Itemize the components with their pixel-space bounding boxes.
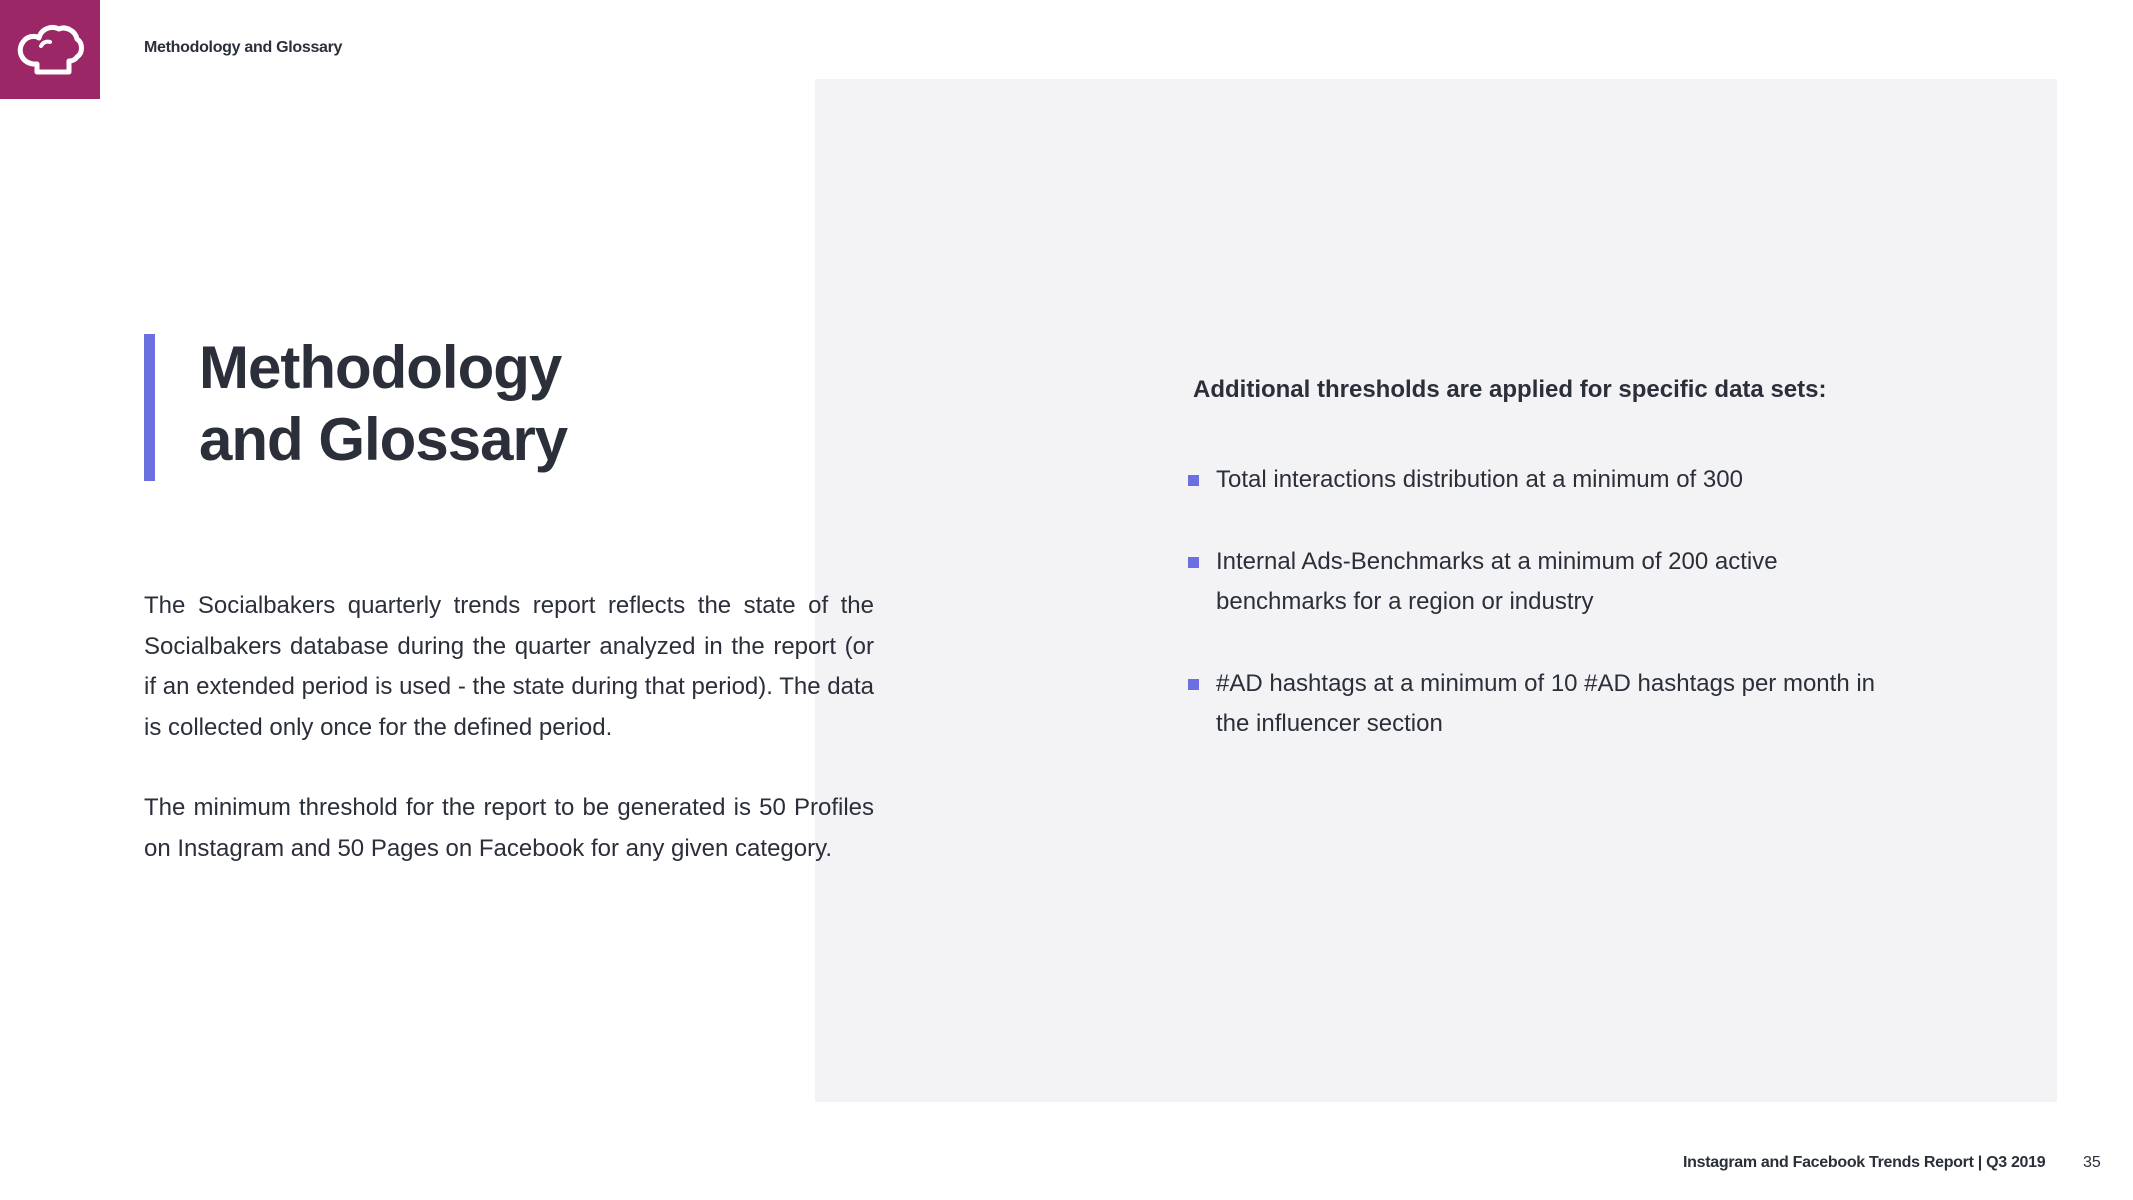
list-item	[1188, 664, 1888, 745]
chef-hat-icon	[15, 20, 85, 80]
body-paragraph-2: The minimum threshold for the report to be generated is 50 Profiles on Instagram and 50 Pages on Facebook for any given category.	[144, 794, 874, 862]
threshold-list	[1188, 460, 1888, 786]
list-item-text: Internal Ads-Benchmarks at a minimum of 200 active benchmarks for a region or industry	[1216, 547, 1778, 615]
page-title-line-1: Methodology	[199, 334, 562, 401]
list-item-text: Total interactions distribution at a minimum of 300	[1216, 466, 1743, 493]
body-paragraph-1: The Socialbakers quarterly trends report reflects the state of the Socialbakers database during the quarter analyzed in the report (or if an extended period is used - the state during that period). The data is collected only once for the defined period.	[144, 592, 874, 741]
list-item	[1188, 460, 1888, 501]
title-accent-bar	[144, 334, 155, 481]
square-bullet-icon	[1188, 557, 1199, 568]
body-copy	[144, 586, 874, 909]
square-bullet-icon	[1188, 679, 1199, 690]
thresholds-heading: Additional thresholds are applied for specific data sets:	[1193, 376, 1827, 403]
list-item	[1188, 542, 1888, 623]
page-title-line-2: and Glossary	[199, 406, 568, 473]
list-item-text: #AD hashtags at a minimum of 10 #AD hashtags per month in the influencer section	[1216, 669, 1876, 737]
section-label: Methodology and Glossary	[144, 39, 343, 56]
page-title	[199, 332, 567, 476]
page-number: 35	[2083, 1154, 2101, 1171]
brand-logo	[0, 0, 100, 99]
footer-report-title: Instagram and Facebook Trends Report | Q3 2019	[1683, 1154, 2046, 1171]
square-bullet-icon	[1188, 475, 1199, 486]
